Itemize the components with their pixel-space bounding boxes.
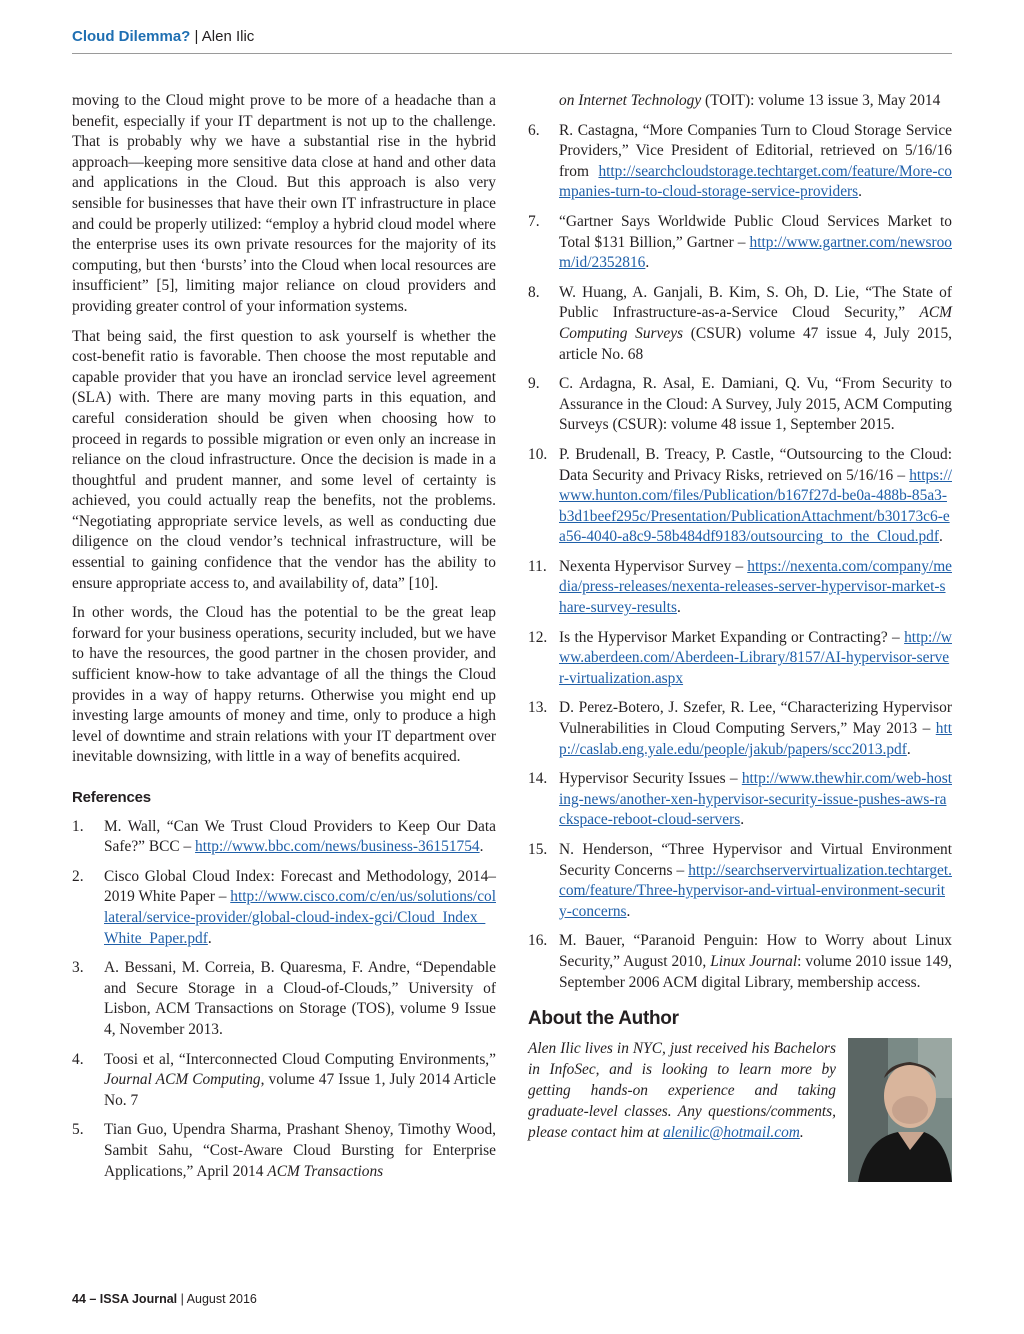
footer-separator: | xyxy=(180,1292,184,1306)
reference-punct: . xyxy=(676,599,681,617)
reference-item xyxy=(528,212,952,274)
reference-journal: ACM Computing Surveys xyxy=(559,304,952,342)
running-header xyxy=(72,28,254,45)
reference-item xyxy=(72,1050,496,1112)
right-column xyxy=(528,91,952,1143)
reference-journal: ACM Transactions xyxy=(267,1162,384,1180)
reference-item xyxy=(528,931,952,993)
page-footer xyxy=(72,1292,257,1306)
about-author-section xyxy=(528,1038,952,1143)
reference-number: 1. xyxy=(72,817,84,835)
reference-text: Cisco Global Cloud Index: Forecast and Methodology, 2014–2019 White Paper – xyxy=(104,867,496,906)
reference-punct: . xyxy=(906,740,911,758)
author-photo xyxy=(848,1038,952,1182)
reference-punct: . xyxy=(858,183,863,201)
left-column xyxy=(72,91,496,1191)
reference-number: 10. xyxy=(528,445,548,463)
author-bio-punct: . xyxy=(799,1123,804,1141)
reference-punct: . xyxy=(207,929,212,947)
reference-number: 11. xyxy=(528,557,547,575)
reference-text: W. Huang, A. Ganjali, B. Kim, S. Oh, D. Lie, “The State of Public Infrastructure-as-a-Service Cloud Security,” xyxy=(559,283,952,322)
reference-link[interactable]: https://www.hunton.com/files/Publication/b167f27d-be0a-488b-85a3-b3d1beef295c/Presentation/PublicationAttachment/b30173c6-ea56-4040-a8c9-58b484df9183/outsourcing_to_the_Cloud.pdf xyxy=(559,466,952,546)
about-author-heading: About the Author xyxy=(528,1008,679,1030)
reference-link[interactable]: http://www.cisco.com/c/en/us/solutions/collateral/service-provider/global-cloud-index-gci/Cloud_Index_White_Paper.pdf xyxy=(104,888,496,947)
author-bio-text: Alen Ilic lives in NYC, just received his Bachelors in InfoSec, and is looking to learn more by getting hands-on experience and taking graduate-level classes. Any questions/comments, please contact him at xyxy=(528,1039,836,1141)
reference-number: 6. xyxy=(528,121,540,139)
header-separator: | xyxy=(194,28,199,45)
references-list xyxy=(72,817,496,1183)
body-paragraph: moving to the Cloud might prove to be more of a headache than a benefit, especially if your IT department is not up to the challenge. That is probably why we have a substantial rise in the hybrid approach—keeping more sensitive data close at hand and other data and applications in the Cloud. But this approach is also very sensible for businesses that have their own IT infrastructure in place and could be properly utilized: “employ a hybrid cloud model where the enterprise uses its own private resources for the majority of its computing, but then ‘bursts’ into the Cloud when local resources are insufficient” [5], limiting major reliance on cloud providers and providing greater control of your information systems. xyxy=(72,92,496,315)
header-author: Alen Ilic xyxy=(201,28,255,45)
reference-punct: . xyxy=(740,811,745,829)
reference-item xyxy=(528,698,952,760)
reference-item xyxy=(72,817,496,858)
reference-item xyxy=(528,121,952,203)
reference-text: P. Brudenall, B. Treacy, P. Castle, “Outsourcing to the Cloud: Data Security and Privacy Risks, retrieved on 5/16/16 – xyxy=(559,445,952,484)
reference-link[interactable]: https://nexenta.com/company/media/press-releases/nexenta-releases-server-hypervisor-market-share-survey-results xyxy=(559,557,952,617)
issue-date: August 2016 xyxy=(186,1292,257,1306)
reference-item xyxy=(72,867,496,949)
reference-punct: . xyxy=(939,528,943,546)
reference-item xyxy=(528,283,952,365)
reference-text: Nexenta Hypervisor Survey – xyxy=(559,557,748,575)
reference-text: Toosi et al, “Interconnected Cloud Computing Environments,” xyxy=(104,1050,496,1068)
reference-number: 7. xyxy=(528,212,540,230)
reference-text: , volume 47 Issue 1, July 2014 Article No. 7 xyxy=(104,1071,496,1109)
reference-journal: on Internet Technology xyxy=(559,92,702,109)
references-list xyxy=(528,121,952,994)
references-heading: References xyxy=(72,789,151,806)
reference-link[interactable]: http://www.gartner.com/newsroom/id/2352816 xyxy=(559,233,952,272)
reference-text: “Gartner Says Worldwide Public Cloud Services Market to Total $131 Billion,” Gartner – xyxy=(559,212,952,251)
reference-journal: Linux Journal xyxy=(710,952,798,970)
reference-number: 15. xyxy=(528,841,548,858)
reference-text: N. Henderson, “Three Hypervisor and Virtual Environment Security Concerns – xyxy=(559,841,952,879)
header-rule xyxy=(72,53,952,54)
reference-item xyxy=(528,769,952,831)
reference-number: 4. xyxy=(72,1050,84,1068)
reference-journal: Journal ACM Computing xyxy=(104,1071,261,1089)
reference-link[interactable]: http://www.bbc.com/news/business-36151754 xyxy=(195,838,480,856)
body-paragraph: That being said, the first question to ask yourself is whether the cost-benefit ratio is favorable. Then choose the most reputable and capable provider that you have an ironclad service level agreement (SLA) with. There are many moving parts in this equation, and careful consideration should be given when choosing how to proceed in regards to possible migration or even only an increase in reliance on the cloud infrastructure. Once the decision is made in a thoughtful and prudent manner, and some level of certainty is achieved, you could actually reap the benefits, not the problems. “Negotiating appropriate service levels, as well as conducting due diligence on the cloud vendor’s technical infrastructure, will be essential to gaining confidence that the vendor has the ability to ensure appropriate access to, and availability of, data” [10]. xyxy=(72,327,496,592)
reference-link[interactable]: http://www.thewhir.com/web-hosting-news/another-xen-hypervisor-security-issue-pushes-aws-rackspace-reboot-cloud-servers xyxy=(559,770,952,829)
reference-link[interactable]: http://www.aberdeen.com/Aberdeen-Library/8157/AI-hypervisor-server-virtualization.aspx xyxy=(559,628,952,687)
author-portrait-image xyxy=(848,1038,952,1182)
reference-item xyxy=(528,445,952,548)
reference-item xyxy=(72,958,496,1040)
reference-number: 3. xyxy=(72,959,84,977)
reference-text: : volume 2010 issue 149, September 2006 ACM digital Library, membership access. xyxy=(559,952,952,991)
reference-number: 2. xyxy=(72,867,84,885)
author-bio xyxy=(528,1038,836,1143)
reference-text: A. Bessani, M. Correia, B. Quaresma, F. Andre, “Dependable and Secure Storage in a Cloud-of-Clouds,” University of Lisbon, ACM Transactions on Storage (TOS), volume 9 Issue 4, November 2013. xyxy=(104,959,496,1038)
reference-number: 5. xyxy=(72,1121,84,1139)
reference-number: 14. xyxy=(528,770,548,788)
reference-item xyxy=(528,557,952,619)
journal-section-title: Cloud Dilemma? xyxy=(72,28,191,45)
reference-link[interactable]: http://searchcloudstorage.techtarget.com/feature/More-companies-turn-to-cloud-storage-service-providers xyxy=(559,162,952,201)
reference-item xyxy=(72,1120,496,1182)
author-email-link[interactable]: alenilic@hotmail.com xyxy=(663,1123,800,1141)
reference-text: M. Wall, “Can We Trust Cloud Providers to Keep Our Data Safe?” BCC – xyxy=(104,817,496,856)
reference-text: Tian Guo, Upendra Sharma, Prashant Shenoy, Timothy Wood, Sambit Sahu, “Cost-Aware Cloud Bursting for Enterprise Applications,” April 2014 xyxy=(104,1121,496,1180)
reference-number: 13. xyxy=(528,699,548,717)
body-paragraph: In other words, the Cloud has the potential to be the great leap forward for your business operations, security included, but we have to have the resources, the good partner in the chosen provider, and sufficient know-how to take advantage of all the things the Cloud provides in a way of happy returns. Otherwise you might end up investing large amounts of money and time, only to produce a high level of downtime and strain relations with your IT department over inevitable downsizing, with little in a way of benefits acquired. xyxy=(72,604,496,766)
reference-punct: . xyxy=(626,902,631,920)
reference-number: 12. xyxy=(528,628,548,646)
reference-text: C. Ardagna, R. Asal, E. Damiani, Q. Vu, “From Security to Assurance in the Cloud: A Survey, July 2015, ACM Computing Surveys (CSUR): volume 48 issue 1, September 2015. xyxy=(559,375,952,434)
reference-item xyxy=(528,628,952,690)
reference-punct: . xyxy=(645,254,650,272)
reference-text: (CSUR) volume 47 issue 4, July 2015, article No. 68 xyxy=(559,324,952,363)
reference-text: (TOIT): volume 13 issue 3, May 2014 xyxy=(701,92,941,109)
reference-text: Is the Hypervisor Market Expanding or Contracting? – xyxy=(559,628,905,646)
reference-item xyxy=(528,840,952,922)
reference-text: Hypervisor Security Issues – xyxy=(559,770,742,788)
reference-punct: . xyxy=(479,838,484,856)
reference-number: 9. xyxy=(528,375,540,393)
reference-item xyxy=(528,374,952,436)
reference-continuation xyxy=(528,91,952,112)
reference-number: 8. xyxy=(528,283,540,301)
reference-text: D. Perez-Botero, J. Szefer, R. Lee, “Characterizing Hypervisor Vulnerabilities in Cloud Computing Servers,” May 2013 – xyxy=(559,699,952,738)
page-number: 44 – ISSA Journal xyxy=(72,1292,178,1306)
reference-link[interactable]: http://caslab.eng.yale.edu/people/jakub/papers/scc2013.pdf xyxy=(559,720,952,758)
reference-text: M. Bauer, “Paranoid Penguin: How to Worry about Linux Security,” August 2010, xyxy=(559,932,952,970)
reference-number: 16. xyxy=(528,932,548,950)
reference-link[interactable]: http://searchservervirtualization.techtarget.com/feature/Three-hypervisor-and-virtual-environment-security-concerns xyxy=(559,861,952,920)
reference-text: R. Castagna, “More Companies Turn to Cloud Storage Service Providers,” Vice President of Editorial, retrieved on 5/16/16 from xyxy=(559,121,952,180)
